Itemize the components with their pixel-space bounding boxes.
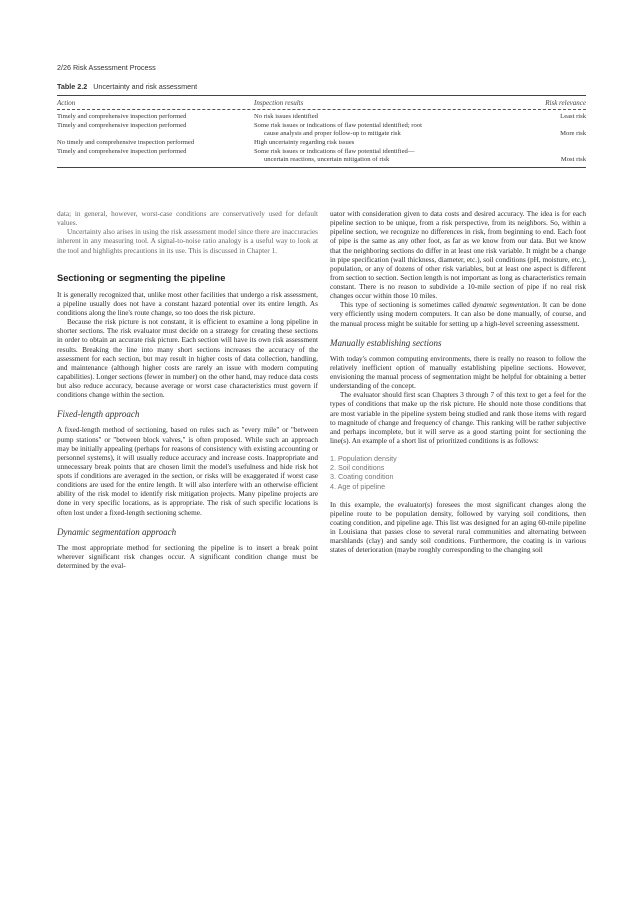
table-row [57, 148, 586, 167]
paragraph: With today's common computing environments, there is really no reason to follow the relatively inefficient option of manually establishing pipeline sections. However, envisioning the manual process of segmentation might be helpful for obtaining a better understanding of the concept. [330, 354, 586, 391]
table-row [57, 139, 586, 148]
table-row [57, 113, 586, 122]
cell-risk: Least risk [560, 113, 586, 120]
table-header [57, 96, 586, 109]
col-header-risk: Risk relevance [545, 99, 586, 107]
right-column [330, 210, 586, 556]
condition-list [330, 454, 586, 491]
cell-results: Some risk issues or indications of flaw potential identified; root cause analysis and proper follow-up to mitigate risk [254, 122, 422, 138]
list-item: 3. Coating condition [330, 472, 394, 482]
subsection-heading: Manually establishing sections [330, 337, 442, 348]
paragraph: The most appropriate method for sectioning the pipeline is to insert a break point wherever significant risk changes occur. A significant condition change must be determined by the eval- [57, 543, 318, 570]
left-column [57, 210, 318, 571]
uncertainty-table [57, 95, 586, 168]
table-caption [57, 82, 197, 91]
subsection-heading: Fixed-length approach [57, 409, 140, 420]
paragraph: uator with consideration given to data costs and desired accuracy. The idea is for each pipeline section to be unique, from a risk perspective, from its neighbors. So, within a pipeline section, we recognize no differences in risk, from beginning to end. Each foot of pipe is the same as any other foot, as far as we know from our data. But we know that the neighboring sections do differ in at least one risk variable. It might be a change in pipe specification (wall thickness, diameter, etc.), soil conditions (pH, moisture, etc.), population, or any of dozens of other risk variables, but at least one aspect is different from section to section. Section length is not important as long as characteristics remain constant. There is no reason to subdivide a 10-mile section of pipe if no real risk changes occur within those 10 miles. [330, 210, 586, 301]
list-item: 2. Soil conditions [330, 463, 385, 473]
cell-risk: Most risk [560, 156, 586, 163]
paragraph: data; in general, however, worst-case conditions are conservatively used for default values. [57, 210, 318, 228]
cell-results: Some risk issues or indications of flaw potential identified— uncertain reactions, uncertain mitigation of risk [254, 148, 415, 164]
paragraph: The evaluator should first scan Chapters 3 through 7 of this text to get a feel for the types of conditions that make up the risk picture. He should note those conditions that are most variable in the pipeline system being studied and rank those items with regard to magnitude of change and frequency of change. This ranking will be rather subjective and perhaps incomplete, but it will serve as a good starting point for sectioning the line(s). An example of a short list of prioritized conditions is as follows: [330, 391, 586, 445]
cell-action: Timely and comprehensive inspection performed [57, 148, 187, 155]
cell-action: Timely and comprehensive inspection performed [57, 122, 187, 129]
paragraph: Because the risk picture is not constant, it is efficient to examine a long pipeline in shorter sections. The risk evaluator must decide on a strategy for creating these sections in order to obtain an accurate risk picture. Each section will have its own risk assessment results. Breaking the line into many short sections increases the accuracy of the assessment for each section, but may result in higher costs of data collection, handling, and maintenance (although higher costs are rarely an issue with modern computing capabilities). Longer sections (fewer in number) on the other hand, may reduce data costs but also reduce accuracy, because average or worst case characteristics must govern if conditions change within the section. [57, 318, 318, 400]
cell-results: No risk issues identified [254, 113, 318, 120]
paragraph: In this example, the evaluator(s) foresees the most significant changes along the pipeline route to be population density, followed by varying soil conditions, then coating condition, and pipeline age. This list was designed for an aging 60-mile pipeline in Louisiana that passes close to several rural communities and alternating between marshlands (clay) and sandy soil conditions. Furthermore, the coating is in various states of deterioration (maybe roughly corresponding to the changing soil [330, 500, 586, 555]
emphasis-term: dynamic segmentation [472, 301, 539, 310]
table-title: Uncertainty and risk assessment [93, 82, 198, 91]
paragraph: A fixed-length method of sectioning, based on rules such as "every mile" or "between pump stations" or "between block valves," is often proposed. While such an approach may be initially appealing (perhaps for reasons of consistency with existing accounting or personnel systems), it will usually reduce accuracy and increase costs. Inappropriate and unnecessary break points that are chosen limit the model's usefulness and hide risk hot spots if conditions are averaged in the section, or risks will be exaggerated if worst case conditions are used for the entire length. It will also interfere with an otherwise efficient ability of the risk model to identify risk mitigation projects. Many pipeline projects are done in very specific locations, as is appropriate. The risk of such specific locations is often lost under a fixed-length sectioning scheme. [57, 426, 318, 517]
table-header-rule [57, 109, 586, 110]
cell-results: High uncertainty regarding risk issues [254, 139, 355, 146]
running-head: 2/26 Risk Assessment Process [57, 63, 156, 72]
cell-action: Timely and comprehensive inspection performed [57, 113, 187, 120]
paragraph: Uncertainty also arises in using the risk assessment model since there are inaccuracies inherent in any measuring tool. A signal-to-noise ratio analogy is a useful way to look at the tool and highlights precautions in its use. This is discussed in Chapter 1. [57, 228, 318, 255]
paragraph: This type of sectioning is sometimes called dynamic segmentation. It can be done very efficiently using modern computers. It can also be done manually, of course, and the manual process might be suitable for setting up a high-level screening assessment. [330, 301, 586, 328]
table-bottom-rule [57, 167, 586, 168]
col-header-action: Action [57, 99, 76, 107]
list-item: 4. Age of pipeline [330, 481, 386, 491]
table-label: Table 2.2 [57, 82, 88, 91]
col-header-results: Inspection results [254, 99, 304, 107]
subsection-heading: Dynamic segmentation approach [57, 526, 177, 537]
cell-action: No timely and comprehensive inspection performed [57, 139, 195, 146]
cell-risk: More risk [560, 130, 586, 137]
table-row [57, 122, 586, 139]
paragraph: It is generally recognized that, unlike most other facilities that undergo a risk assessment, a pipeline usually does not have a constant hazard potential over its entire length. As conditions along the line's route change, so too does the risk picture. [57, 290, 318, 317]
list-item: 1. Population density [330, 454, 397, 463]
section-heading: Sectioning or segmenting the pipeline [57, 272, 226, 283]
